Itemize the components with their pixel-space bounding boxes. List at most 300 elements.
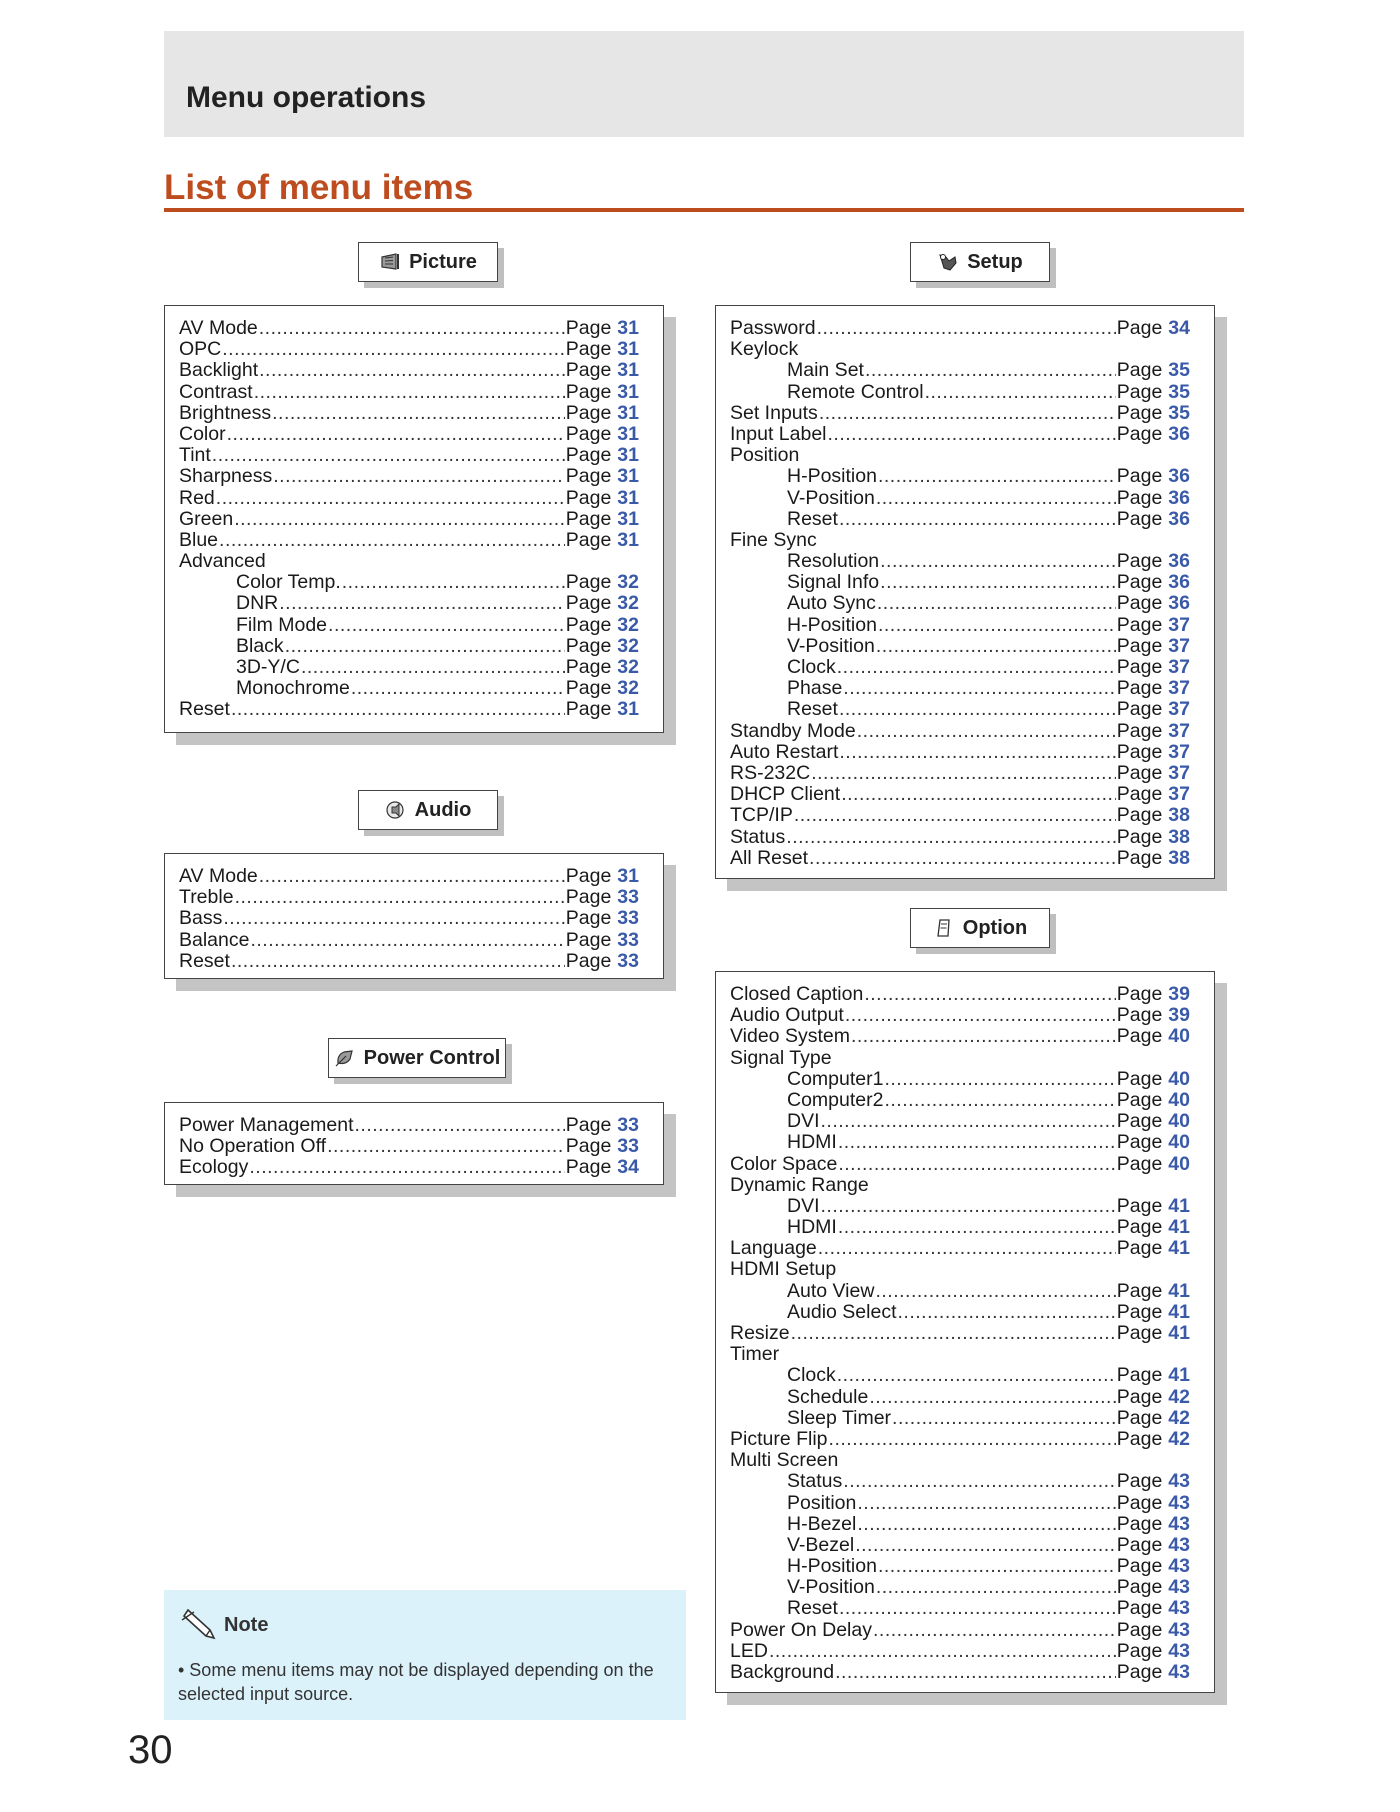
page-label: Page: [1116, 380, 1163, 403]
menu-item-label: Computer1: [787, 1067, 884, 1090]
page-reference: 31: [617, 338, 639, 361]
menu-item-label: Film Mode: [236, 613, 328, 636]
leader-dots: [843, 678, 1115, 699]
leader-dots: [838, 1132, 1116, 1153]
menu-item-label: Reset: [179, 698, 230, 721]
page-label: Page: [1116, 825, 1163, 848]
menu-item-row: [730, 1387, 1190, 1408]
page-reference: 37: [1168, 740, 1190, 763]
menu-item-label: Resolution: [787, 550, 880, 573]
picture-menu-box: [164, 305, 664, 733]
leader-dots: [925, 382, 1116, 403]
page-reference: 35: [1168, 380, 1190, 403]
menu-item-label: Color Temp.: [236, 571, 341, 594]
page-label: Page: [1116, 571, 1163, 594]
menu-item-row: [179, 360, 639, 381]
menu-item-row: [179, 403, 639, 424]
menu-item-row: [730, 1450, 1190, 1471]
menu-item-row: [730, 615, 1190, 636]
menu-item-row: [730, 1598, 1190, 1619]
menu-item-label: Input Label: [730, 422, 827, 445]
page-label: Page: [1116, 677, 1163, 700]
menu-item-label: Backlight: [179, 359, 259, 382]
menu-item-label: Password: [730, 317, 816, 339]
page-label: Page: [1116, 983, 1163, 1005]
page-label: Page: [1116, 1427, 1163, 1450]
section-rule: [164, 208, 1244, 212]
page-label: Page: [565, 528, 612, 551]
page-reference: 31: [617, 359, 639, 382]
menu-item-label: DVI: [787, 1110, 820, 1133]
leader-dots: [219, 530, 565, 551]
menu-item-row: [730, 466, 1190, 487]
menu-item-label: V-Position: [787, 486, 875, 509]
page-label: Page: [1116, 1110, 1163, 1133]
note-panel: [164, 1590, 686, 1720]
menu-item-row: [730, 1641, 1190, 1662]
menu-item-row: [730, 488, 1190, 509]
menu-item-label: Set Inputs: [730, 401, 818, 424]
menu-item-row: [179, 699, 639, 720]
menu-item-row: [730, 1217, 1190, 1238]
page-reference: 41: [1168, 1364, 1190, 1387]
menu-item-label: Green: [179, 507, 234, 530]
page-label: Page: [565, 949, 612, 972]
leader-dots: [272, 403, 565, 424]
page-reference: 33: [617, 1114, 639, 1136]
menu-item-label: Remote Control: [787, 380, 924, 403]
leader-dots: [877, 593, 1116, 614]
leader-dots: [285, 636, 565, 657]
leader-dots: [876, 488, 1116, 509]
page-reference: 37: [1168, 783, 1190, 806]
page-reference: 31: [617, 486, 639, 509]
page-reference: 38: [1168, 825, 1190, 848]
page-reference: 43: [1168, 1512, 1190, 1535]
menu-item-row: [179, 1157, 639, 1178]
leader-dots: [355, 1115, 565, 1136]
menu-item-label: Fine Sync: [730, 528, 817, 551]
menu-item-label: Ecology: [179, 1156, 249, 1179]
audio-tab: [358, 790, 498, 830]
menu-item-row: [730, 318, 1190, 339]
page-reference: 31: [617, 465, 639, 488]
page-label: Page: [1116, 486, 1163, 509]
menu-item-row: [179, 678, 639, 699]
menu-item-row: [730, 360, 1190, 381]
leader-dots: [878, 1556, 1116, 1577]
menu-item-label: RS-232C: [730, 761, 811, 784]
page-label: Page: [565, 592, 612, 615]
menu-item-label: Background: [730, 1661, 835, 1683]
menu-item-label: Video System: [730, 1025, 850, 1048]
page-label: Page: [1116, 1618, 1163, 1641]
page-label: Page: [1116, 465, 1163, 488]
page-label: Page: [1116, 1533, 1163, 1556]
page-label: Page: [1116, 1555, 1163, 1578]
menu-item-row: [179, 951, 639, 972]
page-label: Page: [1116, 550, 1163, 573]
menu-item-row: [179, 466, 639, 487]
menu-item-row: [730, 1069, 1190, 1090]
setup-tab: [910, 242, 1050, 282]
picture-icon: [379, 251, 401, 273]
leader-dots: [819, 403, 1116, 424]
menu-item-row: [730, 1493, 1190, 1514]
menu-item-label: Monochrome: [236, 677, 350, 700]
page-reference: 43: [1168, 1639, 1190, 1662]
leader-dots: [837, 657, 1116, 678]
page-reference: 31: [617, 422, 639, 445]
page-reference: 33: [617, 949, 639, 972]
page-label: Page: [1116, 1067, 1163, 1090]
leader-dots: [839, 699, 1116, 720]
menu-item-row: [730, 1090, 1190, 1111]
picture-tab: [358, 242, 498, 282]
page-reference: 35: [1168, 401, 1190, 424]
page-number: 30: [128, 1728, 173, 1772]
page-label: Page: [565, 465, 612, 488]
leader-dots: [864, 984, 1115, 1005]
page-label: Page: [1116, 1152, 1163, 1175]
menu-item-row: [730, 699, 1190, 720]
page-label: Page: [1116, 507, 1163, 530]
menu-item-row: [730, 424, 1190, 445]
menu-item-row: [179, 382, 639, 403]
leader-dots: [327, 1136, 565, 1157]
page-reference: 31: [617, 865, 639, 887]
page-reference: 38: [1168, 846, 1190, 869]
page-reference: 36: [1168, 592, 1190, 615]
leader-dots: [876, 636, 1116, 657]
page-label: Page: [1116, 613, 1163, 636]
leader-dots: [851, 1026, 1116, 1047]
page-reference: 41: [1168, 1322, 1190, 1344]
leader-dots: [259, 866, 565, 887]
leader-dots: [794, 805, 1116, 826]
menu-item-label: Tint: [179, 444, 211, 467]
leader-dots: [254, 382, 565, 403]
menu-item-label: AV Mode: [179, 317, 258, 339]
leader-dots: [841, 784, 1116, 805]
leader-dots: [259, 318, 565, 339]
page-reference: 43: [1168, 1555, 1190, 1578]
menu-item-row: [730, 805, 1190, 826]
setup-menu-box: [715, 305, 1215, 879]
page-label: Page: [1116, 1512, 1163, 1535]
page-label: Page: [565, 401, 612, 424]
menu-item-label: Auto Restart: [730, 740, 839, 763]
menu-item-label: Reset: [787, 507, 838, 530]
page-label: Page: [1116, 1216, 1163, 1239]
leader-dots: [857, 1514, 1115, 1535]
leader-dots: [838, 1154, 1115, 1175]
menu-item-row: [730, 1281, 1190, 1302]
leader-dots: [839, 509, 1116, 530]
page-label: Page: [1116, 698, 1163, 721]
header-band: [164, 31, 1244, 137]
page-reference: 36: [1168, 486, 1190, 509]
leader-dots: [857, 1493, 1115, 1514]
page-reference: 43: [1168, 1533, 1190, 1556]
leader-dots: [865, 360, 1116, 381]
menu-item-label: Reset: [787, 1597, 838, 1620]
page-reference: 35: [1168, 359, 1190, 382]
page-label: Page: [565, 422, 612, 445]
leader-dots: [328, 615, 565, 636]
menu-item-row: [179, 488, 639, 509]
page-reference: 42: [1168, 1427, 1190, 1450]
menu-item-row: [730, 1259, 1190, 1280]
page-reference: 32: [617, 634, 639, 657]
page-label: Page: [565, 677, 612, 700]
leader-dots: [821, 1196, 1116, 1217]
page-label: Page: [565, 907, 612, 930]
menu-item-label: Power On Delay: [730, 1618, 872, 1641]
menu-item-label: Power Management: [179, 1114, 354, 1136]
page-reference: 37: [1168, 719, 1190, 742]
leader-dots: [273, 466, 565, 487]
page-label: Page: [1116, 1364, 1163, 1387]
menu-item-label: 3D-Y/C: [236, 656, 300, 678]
page-reference: 36: [1168, 422, 1190, 445]
page-reference: 31: [617, 698, 639, 721]
leader-dots: [212, 445, 565, 466]
leader-dots: [259, 360, 565, 381]
page-header-title: Menu operations: [186, 81, 427, 114]
menu-item-row: [730, 1620, 1190, 1641]
menu-item-row: [730, 1365, 1190, 1386]
audio-icon: [385, 799, 407, 821]
menu-item-label: Contrast: [179, 380, 253, 403]
menu-item-row: [179, 866, 639, 887]
menu-item-row: [179, 615, 639, 636]
leader-dots: [249, 1157, 564, 1178]
menu-item-row: [179, 445, 639, 466]
option-icon: [933, 917, 955, 939]
menu-item-row: [730, 1535, 1190, 1556]
page-label: Page: [1116, 1025, 1163, 1048]
menu-item-row: [730, 657, 1190, 678]
page-label: Page: [565, 359, 612, 382]
page-reference: 41: [1168, 1300, 1190, 1323]
menu-item-row: [730, 1429, 1190, 1450]
page-reference: 43: [1168, 1618, 1190, 1641]
menu-item-label: Language: [730, 1237, 817, 1260]
menu-item-label: V-Position: [787, 634, 875, 657]
menu-item-row: [730, 1175, 1190, 1196]
leader-dots: [829, 1429, 1116, 1450]
page-label: Page: [565, 1114, 612, 1136]
leader-dots: [873, 1620, 1116, 1641]
menu-item-row: [730, 1302, 1190, 1323]
page-reference: 40: [1168, 1067, 1190, 1090]
page-reference: 39: [1168, 983, 1190, 1005]
page-label: Page: [565, 1156, 612, 1179]
page-label: Page: [1116, 1194, 1163, 1217]
menu-item-row: [730, 1514, 1190, 1535]
leader-dots: [878, 615, 1116, 636]
page-reference: 41: [1168, 1216, 1190, 1239]
menu-item-label: OPC: [179, 338, 222, 361]
page-reference: 43: [1168, 1597, 1190, 1620]
setup-icon: [937, 251, 959, 273]
page-reference: 42: [1168, 1406, 1190, 1429]
menu-item-row: [179, 339, 639, 360]
leader-dots: [786, 827, 1115, 848]
page-label: Page: [565, 698, 612, 721]
page-reference: 31: [617, 444, 639, 467]
menu-item-row: [730, 1344, 1190, 1365]
menu-item-row: [730, 445, 1190, 466]
page-label: Page: [565, 380, 612, 403]
menu-item-label: H-Position: [787, 613, 877, 636]
page-label: Page: [1116, 740, 1163, 763]
page-label: Page: [1116, 1661, 1163, 1683]
page-label: Page: [1116, 1597, 1163, 1620]
menu-item-label: Color: [179, 422, 226, 445]
leader-dots: [809, 848, 1116, 869]
page-label: Page: [1116, 1279, 1163, 1302]
leader-dots: [342, 572, 565, 593]
page-reference: 31: [617, 317, 639, 339]
leader-dots: [880, 572, 1116, 593]
audio-menu-box: [164, 853, 664, 979]
note-text: • Some menu items may not be displayed depending on the selected input source.: [178, 1660, 654, 1704]
menu-item-row: [730, 763, 1190, 784]
note-title: Note: [224, 1613, 269, 1636]
page-reference: 31: [617, 380, 639, 403]
menu-item-row: [179, 636, 639, 657]
leader-dots: [231, 699, 565, 720]
menu-item-row: [730, 848, 1190, 869]
menu-item-row: [730, 1154, 1190, 1175]
menu-item-row: [730, 1048, 1190, 1069]
page-label: Page: [1116, 422, 1163, 445]
menu-item-row: [730, 1662, 1190, 1683]
menu-item-label: Picture Flip: [730, 1427, 828, 1450]
menu-item-row: [179, 930, 639, 951]
page-reference: 41: [1168, 1237, 1190, 1260]
page-label: Page: [1116, 1131, 1163, 1154]
menu-item-label: Reset: [787, 698, 838, 721]
menu-item-label: Clock: [787, 656, 836, 678]
menu-item-label: Closed Caption: [730, 983, 864, 1005]
menu-item-row: [179, 887, 639, 908]
menu-item-row: [730, 827, 1190, 848]
page-reference: 40: [1168, 1110, 1190, 1133]
menu-item-row: [730, 509, 1190, 530]
page-reference: 43: [1168, 1470, 1190, 1493]
menu-item-label: Blue: [179, 528, 219, 551]
page-label: Page: [1116, 1300, 1163, 1323]
page-label: Page: [565, 886, 612, 909]
menu-item-row: [730, 551, 1190, 572]
page-label: Page: [565, 486, 612, 509]
menu-item-row: [179, 1115, 639, 1136]
leader-dots: [880, 551, 1116, 572]
leader-dots: [227, 424, 565, 445]
menu-item-label: Brightness: [179, 401, 272, 424]
leader-dots: [855, 1535, 1116, 1556]
menu-item-label: Status: [730, 825, 786, 848]
page-reference: 37: [1168, 698, 1190, 721]
menu-item-row: [179, 551, 639, 572]
menu-item-row: [179, 509, 639, 530]
menu-item-label: H-Bezel: [787, 1512, 857, 1535]
menu-item-row: [730, 1471, 1190, 1492]
menu-item-label: All Reset: [730, 846, 809, 869]
page-label: Page: [1116, 359, 1163, 382]
page-reference: 32: [617, 613, 639, 636]
menu-item-label: Sleep Timer: [787, 1406, 892, 1429]
page-label: Page: [1116, 1491, 1163, 1514]
menu-item-label: No Operation Off: [179, 1135, 327, 1158]
menu-item-row: [179, 572, 639, 593]
leader-dots: [845, 1005, 1116, 1026]
menu-item-row: [730, 721, 1190, 742]
page-label: Page: [1116, 1088, 1163, 1111]
menu-item-row: [179, 657, 639, 678]
page-label: Page: [1116, 1385, 1163, 1408]
audio-tab-label: Audio: [414, 798, 472, 821]
menu-item-label: Position: [730, 444, 800, 467]
page-label: Page: [1116, 656, 1163, 678]
menu-item-label: Clock: [787, 1364, 836, 1387]
menu-item-label: Status: [787, 1470, 843, 1493]
page-reference: 41: [1168, 1279, 1190, 1302]
page-reference: 34: [1168, 317, 1190, 339]
note-heading: [180, 1608, 268, 1642]
leader-dots: [892, 1408, 1116, 1429]
option-tab: [910, 908, 1050, 948]
menu-item-label: Auto View: [787, 1279, 875, 1302]
leader-dots: [216, 488, 565, 509]
page-label: Page: [1116, 1576, 1163, 1599]
page-reference: 36: [1168, 465, 1190, 488]
page-label: Page: [1116, 401, 1163, 424]
menu-item-label: Auto Sync: [787, 592, 876, 615]
option-menu-box: [715, 971, 1215, 1693]
menu-item-label: H-Position: [787, 1555, 877, 1578]
leader-dots: [234, 509, 565, 530]
page-label: Page: [1116, 719, 1163, 742]
menu-item-label: HDMI Setup: [730, 1258, 837, 1281]
menu-item-row: [730, 1577, 1190, 1598]
menu-item-row: [179, 1136, 639, 1157]
page-reference: 32: [617, 677, 639, 700]
menu-item-label: DHCP Client: [730, 783, 841, 806]
page-reference: 43: [1168, 1661, 1190, 1683]
page-reference: 43: [1168, 1576, 1190, 1599]
menu-item-row: [730, 1026, 1190, 1047]
menu-item-label: AV Mode: [179, 865, 258, 887]
menu-item-label: Signal Info: [787, 571, 880, 594]
page-reference: 41: [1168, 1194, 1190, 1217]
page-label: Page: [1116, 1004, 1163, 1027]
menu-item-row: [730, 403, 1190, 424]
menu-item-label: Dynamic Range: [730, 1173, 869, 1196]
leader-dots: [875, 1281, 1115, 1302]
page-label: Page: [565, 928, 612, 951]
menu-item-label: Position: [787, 1491, 857, 1514]
page-label: Page: [565, 634, 612, 657]
page-reference: 37: [1168, 761, 1190, 784]
page-reference: 37: [1168, 634, 1190, 657]
menu-item-row: [730, 339, 1190, 360]
page-reference: 32: [617, 592, 639, 615]
menu-item-label: Color Space: [730, 1152, 838, 1175]
